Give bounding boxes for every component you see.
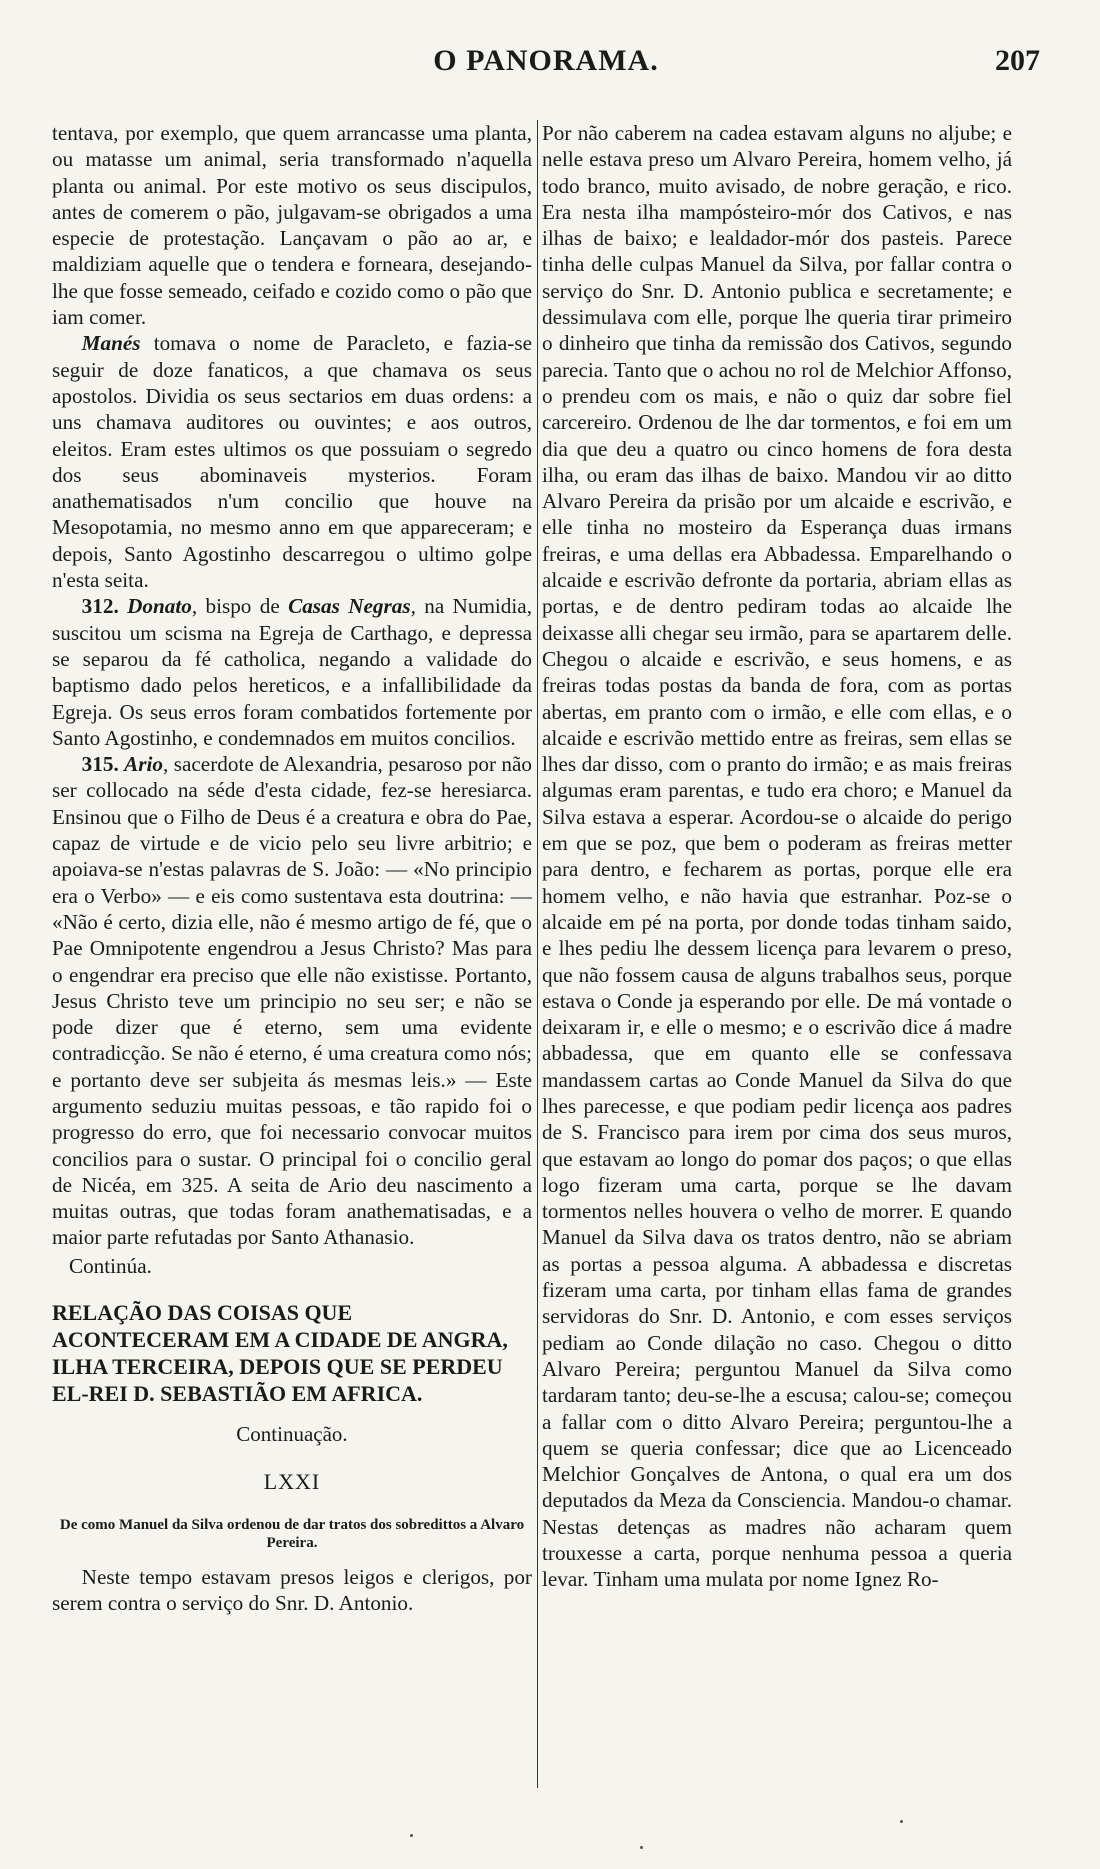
right-column — [542, 120, 1012, 1593]
left-column — [52, 120, 532, 1616]
paragraph-315 — [52, 751, 532, 1251]
entry-number: 312. — [81, 594, 119, 619]
paragraph-text: , sacerdote de Alexandria, pesaroso por não ser collocado na séde d'esta cidade, fez-se heresiarca. Ensinou que o Filho de Deus é a creatura e obra do Pae, capaz de virtude e de vicio pelo seu livre arbitrio; e apoiava-se n'estas palavras de S. João: — «No principio era o Verbo» — e eis como sustentava esta doutrina: — «Não é certo, dizia elle, não é mesmo artigo de fé, que o Pae Omnipotente engendrou a Jesus Christo? Mas para o engendrar era preciso que elle não existisse. Portanto, Jesus Christo teve um principio no seu ser; e não se pode dizer que é eterno, sem uma evidente contradicção. Se não é eterno, é uma creatura como nós; e portanto deve ser subjeita ás mesmas leis.» — Este argumento seduziu muitas pessoas, e tão rapido foi o progresso do erro, que foi necessario convocar muitos concilios para o sustar. O principal foi o concilio geral de Nicéa, em 325. A seita de Ario deu nascimento a muitas outras, que todas foram anathematisadas, e a maior parte refutadas por Santo Athanasio. — [52, 752, 533, 1250]
paragraph: Neste tempo estavam presos leigos e clerigos, por serem contra o serviço do Snr. D. Antonio. — [52, 1564, 532, 1615]
chapter-number: LXXI — [263, 1469, 321, 1495]
paragraph-text: tomava o nome de Paracleto, e fazia-se seguir de doze fanaticos, a que chamava os seus apostolos. Dividia os seus sectarios em duas ordens: a uns chamava auditores ou ouvintes; e aos outros, eleitos. Eram estes ultimos os que possuiam o segredo dos seus abominaveis mysterios. Foram anathematisados n'um concilio que houve na Mesopotamia, no mesmo anno em que appareceram; e depois, Santo Agostinho descarregou o ultimo golpe n'esta seita. — [52, 331, 532, 593]
paragraph: Por não caberem na cadea estavam alguns no aljube; e nelle estava preso um Alvaro Pereira, homem velho, já todo branco, muito avisado, de nobre geração, e rico. Era nesta ilha mampósteiro-mór dos Cativos, e nas ilhas de baixo; e lealdador-mór dos pasteis. Parece tinha delle culpas Manuel da Silva, por fallar contra o serviço do Snr. D. Antonio publica e secretamente; e dessimulava com elle, porque lhe queria tirar primeiro o dinheiro que tinha da remissão dos Cativos, segundo parecia. Tanto que o achou no rol de Melchior Affonso, o prendeu com os mais, e não o quiz dar sobre fiel carcereiro. Ordenou de lhe dar tormentos, e foi em um dia que deu a quatro ou cinco homens de fora desta ilha, ou eram das ilhas de baixo. Mandou vir ao ditto Alvaro Pereira da prisão por um alcaide e escrivão, e elle tinha no mosteiro da Esperança duas irmans freiras, e uma dellas era Abbadessa. Emparelhando o alcaide e escrivão defronte da portaria, abriam ellas as portas, e de dentro pediram todas ao alcaide lhe deixasse alli chegar seu irmão, para se apartarem delle. Chegou o alcaide e escrivão, e seus homens, e as freiras todas postas da banda de fora, com as portas abertas, em pranto com o irmão, e elle com ellas, e o alcaide e escrivão mettido entre as freiras, sem ellas se lhes dar disso, com o pranto do irmão; e as mais freiras algumas eram parentas, e tudo era choro; e Manuel da Silva estava a esperar. Acordou-se o alcaide do perigo em que se poz, que bem o poderam as freiras metter para dentro, e fecharem as portas, porque elle era homem velho, e não havia que estranhar. Poz-se o alcaide em pé na porta, por donde todas tinham saido, e lhes pediu lhe dessem licença para levarem o preso, que não fossem causa de alguns trabalhos seus, porque estava o Conde ja esperando por elle. De má vontade o deixaram ir, e elle o mesmo; e o escrivão dice á madre abbadessa, que em quanto elle se confessava mandassem cartas ao Conde Manuel da Silva do que lhes parecesse, e que podiam pedir licença aos padres de S. Francisco para irem por cima dos seus muros, que estavam ao longo do pomar dos paços; o que ellas logo fizeram uma carta, porque se lhe davam tormentos nelles houvera o velho de morrer. E quando Manuel da Silva dava os tratos dentro, não se abriam as portas a pessoa alguma. A abbadessa e discretas fizeram uma carta, por tinham ellas fama de grandes servidoras do Snr. D. Antonio, e com esses serviços pediam ao Conde dilação no caso. Chegou o ditto Alvaro Pereira; perguntou Manuel da Silva como tardaram tanto; deu-se-lhe a escusa; calou-se; começou a fallar com o ditto Alvaro Pereira; perguntou-lhe a quem se queria confessar; dice que ao Licenceado Melchior Gonçalves de Antona, o qual era um dos deputados da Meza da Consciencia. Mandou-o chamar. Nestas detenças as madres não acharam quem trouxesse a carta, porque nenhuma pessoa a queria levar. Tinham uma mulata por nome Ignez Ro- — [542, 121, 1012, 1592]
name-donato: Donato — [127, 594, 192, 619]
continuacao-label: Continuação. — [236, 1422, 348, 1447]
page-number: 207 — [995, 44, 1040, 77]
name-ario: Ario — [124, 752, 164, 777]
paragraph — [52, 330, 532, 593]
paragraph: tentava, por exemplo, que quem arrancasse uma planta, ou matasse um animal, seria transformado n'aquella planta ou animal. Por este motivo os seus discipulos, antes de comerem o pão, julgavam-se obrigados a uma especie de protestação. Lançavam o pão ao ar, e maldiziam aquelle que o tendera e forneara, desejando-lhe que fosse semeado, ceifado e cozido como o pão que iam comer. — [52, 121, 532, 330]
paragraph-312 — [52, 593, 532, 751]
paragraph-text: , bispo de — [191, 594, 289, 619]
continua-label: Continúa. — [68, 1253, 152, 1278]
publication-title: O PANORAMA. — [433, 44, 659, 77]
paragraph-text: , na Numidia, suscitou um scisma na Egreja de Carthago, e depressa se separou da fé catholica, negando a validade do baptismo dado pelos hereticos, e a infallibilidade da Egreja. Os seus erros foram combatidos fortemente por Santo Agostinho, e condemnados em muitos concilios. — [52, 594, 532, 750]
place-name: Casas Negras — [288, 594, 411, 619]
entry-number: 315. — [81, 752, 119, 777]
ink-speck — [900, 1820, 903, 1823]
section-title: RELAÇÃO DAS COISAS QUE ACONTECERAM EM A CIDADE DE ANGRA, ILHA TERCEIRA, DEPOIS QUE SE PERDEU EL-REI D. SEBASTIÃO EM AFRICA. — [52, 1300, 508, 1407]
name-manes: Manés — [81, 331, 141, 356]
chapter-subtitle: De como Manuel da Silva ordenou de dar tratos dos sobredittos a Alvaro Pereira. — [59, 1516, 525, 1551]
page-header — [52, 44, 1040, 84]
ink-speck — [410, 1834, 413, 1837]
column-divider — [537, 120, 538, 1788]
ink-speck — [640, 1846, 643, 1849]
